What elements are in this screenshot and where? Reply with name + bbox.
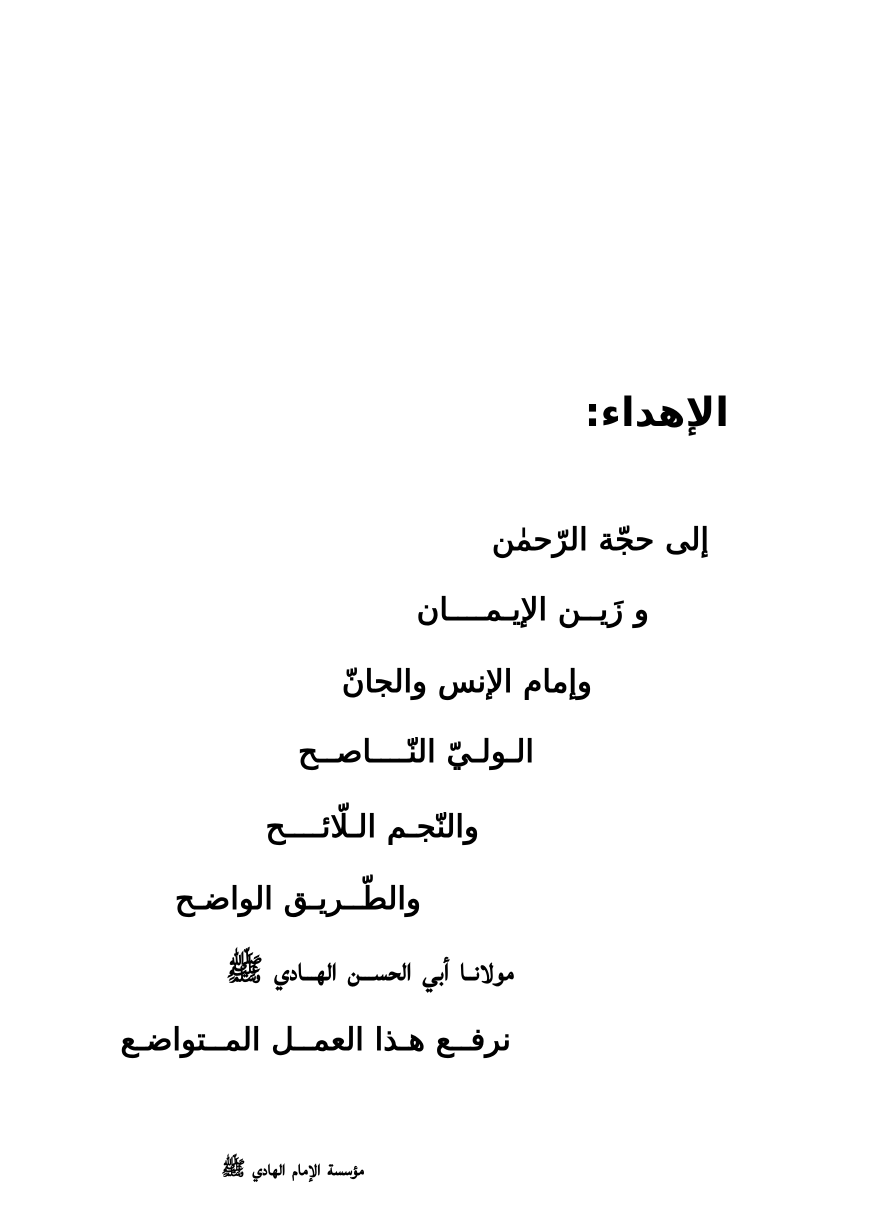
dedication-line-8: نرفــع هـذا العمــل المــتواضـع [120, 1022, 511, 1058]
dedication-line-5: والنّجـم الـلّائــــح [265, 809, 479, 845]
dedication-line-6: والطّــريـق الواضـح [174, 881, 421, 917]
dedication-line-2: و زَيــن الإيـمــــان [416, 592, 649, 628]
dedication-heading: الإهداء: [584, 390, 729, 436]
dedication-line-7: مولانــا أبي الحســـن الهـــادي ﷺ [225, 952, 514, 988]
publisher-footer: مؤسسة الإمام الهادي ﷺ [221, 1156, 364, 1180]
dedication-line-4: الـولـيّ النّــــاصــح [298, 734, 534, 770]
dedication-line-3: وإمام الإنس والجانّ [341, 664, 592, 700]
dedication-line-1: إلى حجّة الرّحمٰن [491, 522, 709, 558]
